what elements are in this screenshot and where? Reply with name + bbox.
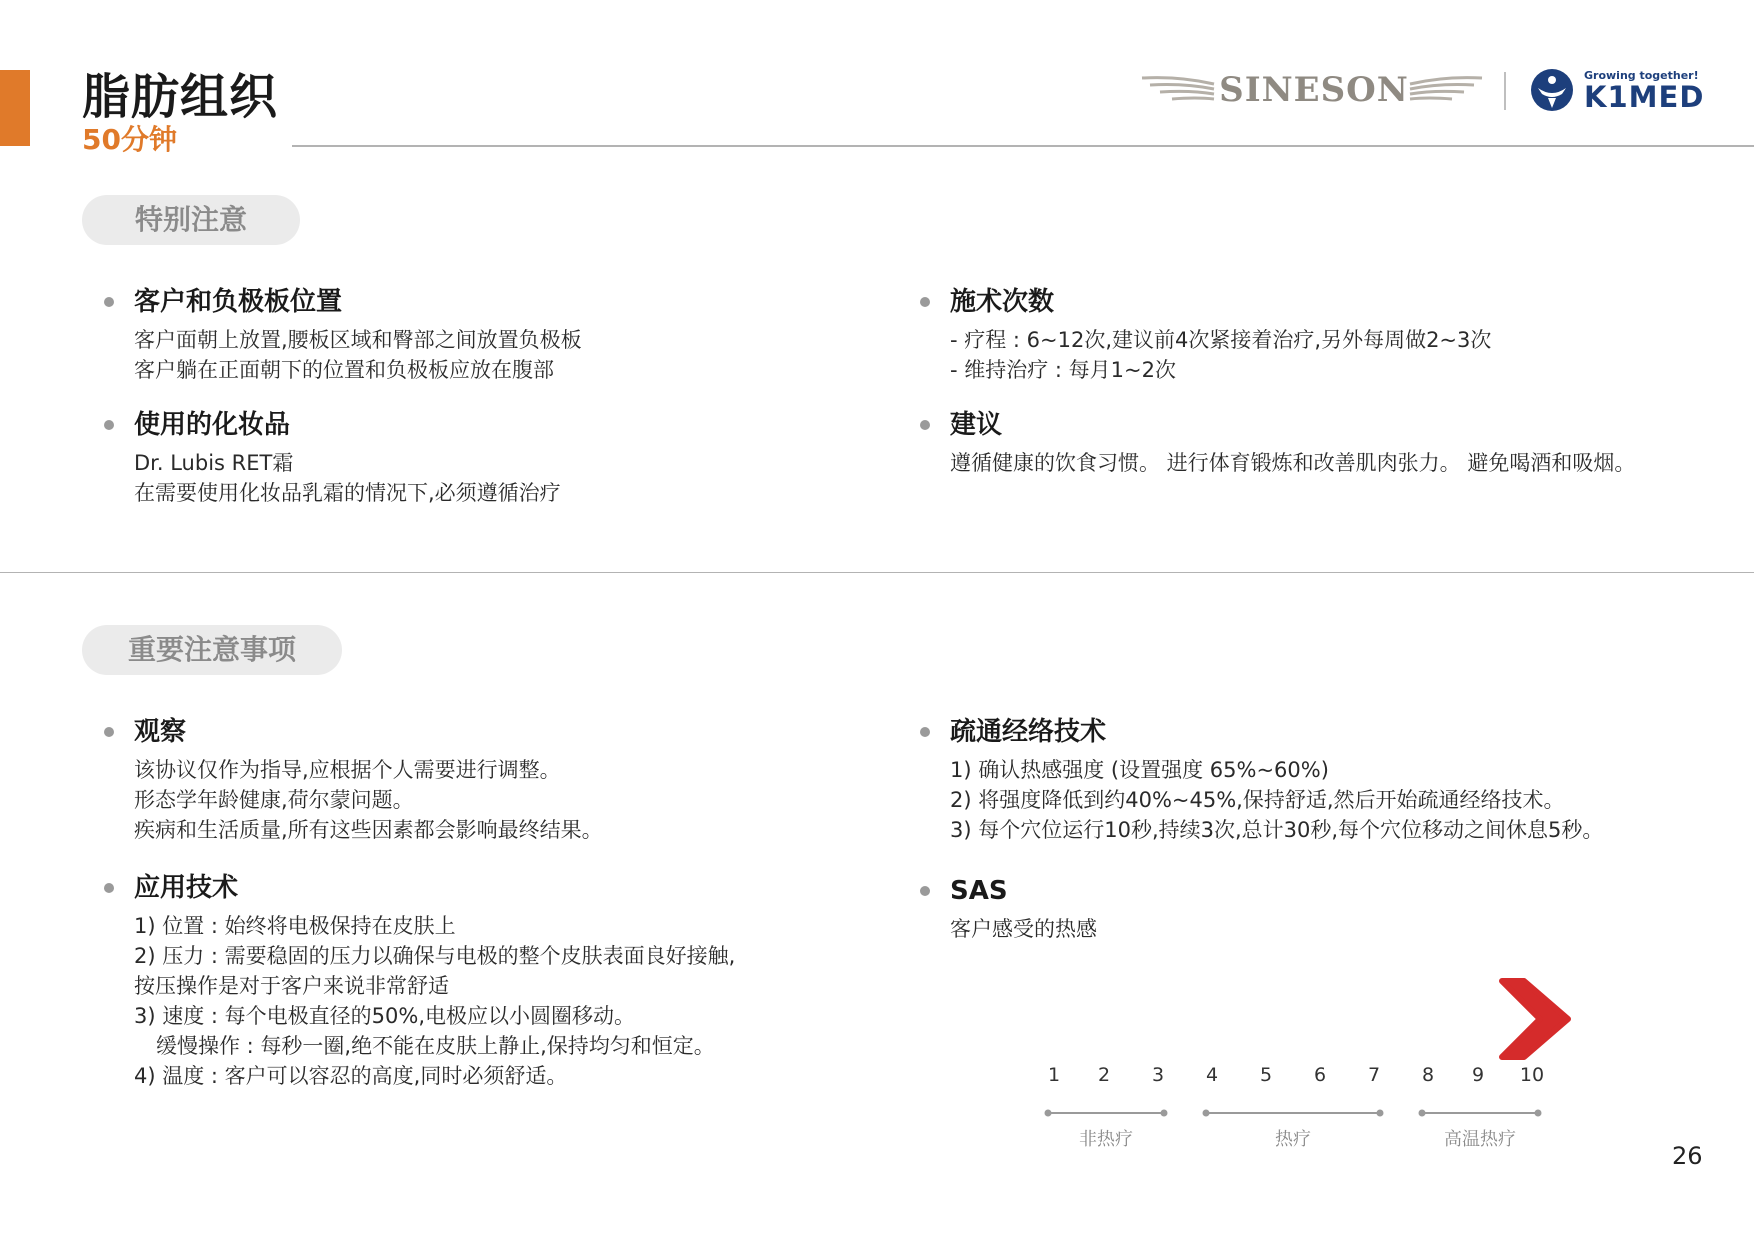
scale-range-label: 热疗 <box>1275 1129 1311 1150</box>
left-wing-icon <box>1140 74 1216 104</box>
item-line: 客户躺在正面朝下的位置和负极板应放在腹部 <box>134 358 554 382</box>
scale-range-endpoint <box>1161 1110 1168 1117</box>
item-sas <box>920 874 1097 944</box>
scale-range-endpoint <box>1203 1110 1210 1117</box>
item-heading: 使用的化妆品 <box>134 410 291 440</box>
special-notes-pill: 特别注意 <box>82 195 300 245</box>
item-line: 2) 压力 : 需要稳固的压力以确保与电极的整个皮肤表面良好接触, <box>134 944 736 968</box>
item-cosmetics <box>104 408 561 508</box>
item-heading: 客户和负极板位置 <box>134 287 343 317</box>
scale-tick-label: 7 <box>1367 1064 1381 1086</box>
k1med-tagline: Growing together! <box>1584 69 1699 82</box>
item-line: 该协议仅作为指导,应根据个人需要进行调整。 <box>134 758 561 782</box>
item-heading: 施术次数 <box>950 287 1055 317</box>
accent-bar <box>0 70 30 146</box>
header-divider <box>292 145 1754 147</box>
item-sessions <box>920 285 1491 385</box>
bullet-icon <box>920 420 930 430</box>
bullet-icon <box>104 420 114 430</box>
item-line: 1) 确认热感强度 (设置强度 65%~60%) <box>950 758 1329 782</box>
item-line: 3) 速度 : 每个电极直径的50%,电极应以小圆圈移动。 <box>134 1004 636 1028</box>
scale-range-label: 高温热疗 <box>1444 1129 1516 1150</box>
item-patient-position <box>104 285 582 385</box>
scale-range-endpoint <box>1045 1110 1052 1117</box>
item-line: 1) 位置 : 始终将电极保持在皮肤上 <box>134 914 456 938</box>
scale-range-endpoint <box>1535 1110 1542 1117</box>
item-line: 缓慢操作 : 每秒一圈,绝不能在皮肤上静止,保持均匀和恒定。 <box>156 1034 715 1058</box>
item-line: 4) 温度 : 客户可以容忍的高度,同时必须舒适。 <box>134 1064 568 1088</box>
item-advice <box>920 408 1635 478</box>
item-line: 疾病和生活质量,所有这些因素都会影响最终结果。 <box>134 818 603 842</box>
page-title: 脂肪组织 <box>82 69 279 125</box>
item-heading: 疏通经络技术 <box>950 717 1107 747</box>
item-heading: 观察 <box>134 717 187 747</box>
scale-tick-label: 1 <box>1047 1064 1061 1086</box>
scale-tick-label: 2 <box>1097 1064 1111 1086</box>
scale-tick-label: 8 <box>1421 1064 1435 1086</box>
scale-tick-label: 4 <box>1205 1064 1219 1086</box>
item-heading: 建议 <box>950 410 1003 440</box>
item-line: 遵循健康的饮食习惯。 进行体育锻炼和改善肌肉张力。 避免喝酒和吸烟。 <box>950 451 1636 475</box>
item-line: 2) 将强度降低到约40%~45%,保持舒适,然后开始疏通经络技术。 <box>950 788 1565 812</box>
scale-range-endpoint <box>1377 1110 1384 1117</box>
bullet-icon <box>104 297 114 307</box>
bullet-icon <box>920 297 930 307</box>
item-line: 客户感受的热感 <box>950 917 1097 941</box>
k1med-wordmark: K1MED <box>1584 80 1705 114</box>
bullet-icon <box>104 727 114 737</box>
logo-divider <box>1504 72 1506 110</box>
page-number: 26 <box>1672 1142 1703 1170</box>
k1med-logo <box>1530 66 1705 114</box>
bullet-icon <box>920 886 930 896</box>
scale-range-endpoint <box>1419 1110 1426 1117</box>
item-observation <box>104 715 603 845</box>
scale-range-label: 非热疗 <box>1079 1129 1133 1150</box>
k1med-mark-icon <box>1530 68 1574 112</box>
item-line: Dr. Lubis RET霜 <box>134 451 294 475</box>
bullet-icon <box>104 883 114 893</box>
scale-tick-label: 5 <box>1259 1064 1273 1086</box>
item-heading: 应用技术 <box>134 873 239 903</box>
item-line: 3) 每个穴位运行10秒,持续3次,总计30秒,每个穴位移动之间休息5秒。 <box>950 818 1604 842</box>
important-notes-pill: 重要注意事项 <box>82 625 342 675</box>
scale-tick-label: 3 <box>1151 1064 1165 1086</box>
item-line: 按压操作是对于客户来说非常舒适 <box>134 974 449 998</box>
scale-tick-label: 10 <box>1519 1064 1545 1086</box>
item-heading: SAS <box>950 876 1008 906</box>
item-technique <box>104 871 735 1091</box>
sas-heat-scale <box>1040 975 1580 1155</box>
item-line: - 疗程 : 6~12次,建议前4次紧接着治疗,另外每周做2~3次 <box>950 328 1492 352</box>
scale-ticks <box>1048 1064 1544 1086</box>
sineson-logo <box>1140 68 1480 112</box>
right-wing-icon <box>1408 74 1484 104</box>
item-meridian <box>920 715 1603 845</box>
scale-tick-label: 9 <box>1471 1064 1485 1086</box>
sineson-wordmark: SINESON <box>1219 70 1409 110</box>
bullet-icon <box>920 727 930 737</box>
scale-ranges <box>1045 1110 1542 1151</box>
item-line: - 维持治疗 : 每月1~2次 <box>950 358 1176 382</box>
page-subtitle: 50分钟 <box>82 123 177 156</box>
scale-tick-label: 6 <box>1313 1064 1327 1086</box>
item-line: 客户面朝上放置,腰板区域和臀部之间放置负极板 <box>134 328 582 352</box>
item-line: 在需要使用化妆品乳霜的情况下,必须遵循治疗 <box>134 481 561 505</box>
section-divider <box>0 572 1754 573</box>
item-line: 形态学年龄健康,荷尔蒙问题。 <box>134 788 414 812</box>
